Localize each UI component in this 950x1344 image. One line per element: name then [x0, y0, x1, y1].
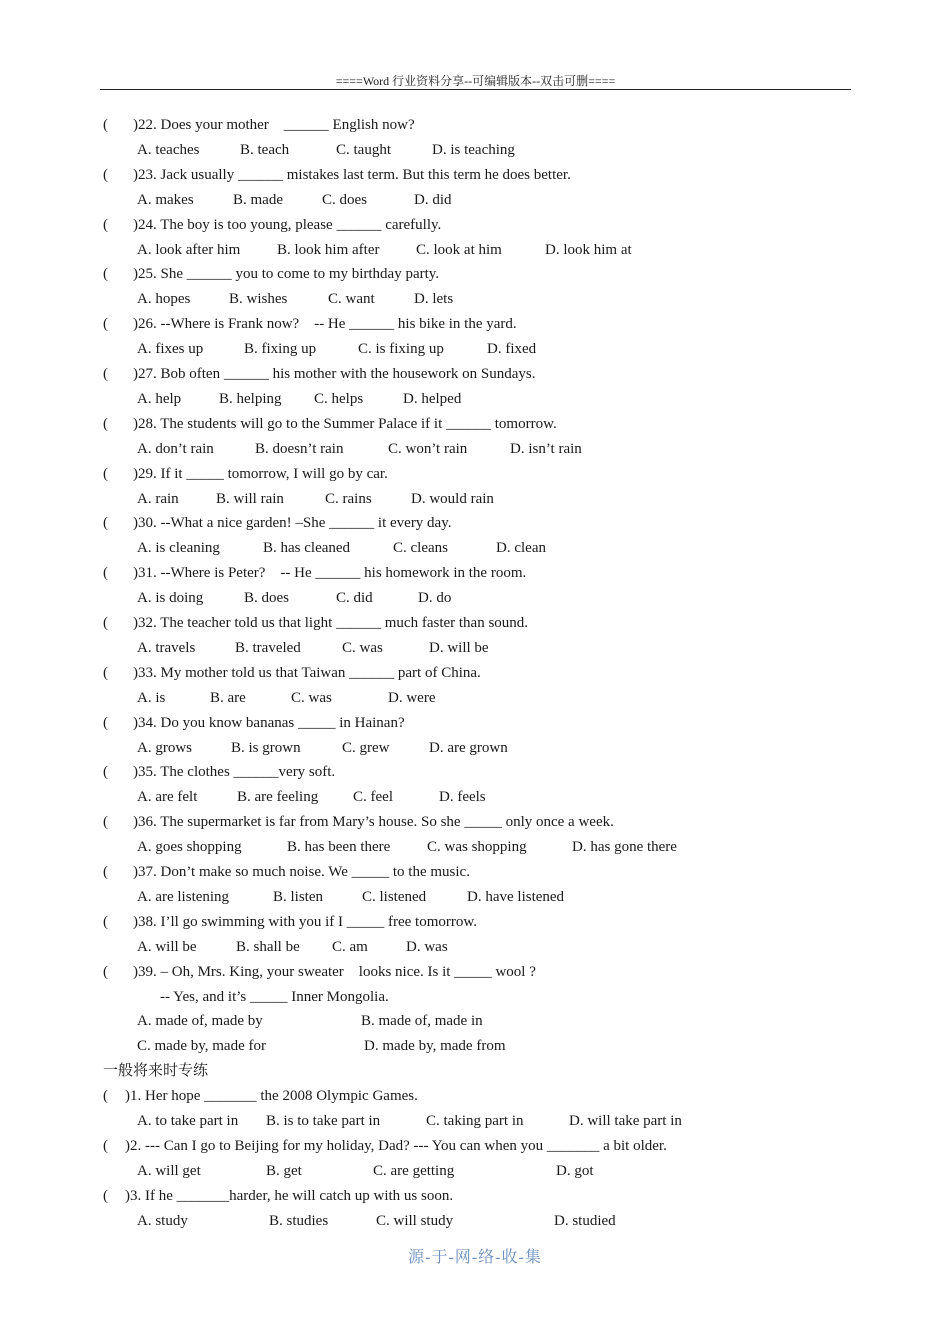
answer-option: C. will study [376, 1212, 454, 1229]
answer-option: D. fixed [487, 341, 537, 358]
answer-option: A. is [137, 689, 166, 706]
answer-option: C. was [291, 689, 332, 706]
answer-option: D. clean [496, 540, 546, 557]
answer-option: C. feel [353, 789, 393, 806]
question-paren: ( [103, 565, 108, 582]
question-stem: )24. The boy is too young, please ______ carefully. [133, 216, 442, 233]
answer-option: A. don’t rain [137, 440, 214, 457]
answer-option: B. shall be [236, 938, 300, 955]
answer-option: C. am [332, 938, 368, 955]
answer-option: D. feels [439, 789, 486, 806]
answer-option: B. does [244, 590, 289, 607]
answer-option: C. does [322, 191, 367, 208]
answer-option: D. would rain [411, 490, 494, 507]
question-paren: ( [103, 764, 108, 781]
question-paren: ( [103, 166, 108, 183]
question-stem: )31. --Where is Peter? -- He ______ his homework in the room. [133, 565, 527, 582]
answer-option: A. grows [137, 739, 192, 756]
answer-option: D. look him at [545, 241, 632, 258]
answer-option: A. is cleaning [137, 540, 220, 557]
answer-option: D. studied [554, 1212, 616, 1229]
question-stem: )29. If it _____ tomorrow, I will go by car. [133, 465, 388, 482]
answer-option: D. has gone there [572, 839, 677, 856]
answer-option: B. studies [269, 1212, 329, 1229]
question-paren: ( [103, 366, 108, 382]
answer-option: C. taking part in [426, 1113, 524, 1129]
answer-option: B. made [233, 191, 283, 208]
question-reply: -- Yes, and it’s _____ Inner Mongolia. [160, 988, 389, 1005]
question-stem: )23. Jack usually ______ mistakes last term. But this term he does better. [133, 166, 571, 183]
question-stem: )34. Do you know bananas _____ in Hainan? [133, 714, 405, 731]
question-paren: ( [103, 117, 108, 133]
answer-option: B. will rain [216, 490, 284, 507]
question-paren: ( [103, 963, 108, 980]
question-stem: )27. Bob often ______ his mother with the housework on Sundays. [133, 366, 536, 382]
answer-option: B. get [266, 1162, 302, 1179]
page-footer: 源-于-网-络-收-集 [408, 1249, 542, 1266]
question-paren: ( [103, 316, 108, 333]
answer-option: D. helped [403, 390, 462, 407]
section-title: 一般将来时专练 [103, 1063, 209, 1080]
answer-option: A. study [137, 1212, 188, 1229]
question-stem: )38. I’ll go swimming with you if I _____ free tomorrow. [133, 913, 477, 930]
answer-option: A. to take part in [137, 1113, 239, 1129]
question-paren: ( [103, 913, 108, 930]
answer-option: C. is fixing up [358, 341, 444, 358]
answer-option: D. will be [429, 639, 489, 656]
answer-option: A. fixes up [137, 341, 204, 358]
answer-option: C. cleans [393, 540, 448, 557]
answer-option: A. help [137, 390, 182, 407]
answer-option: A. look after him [137, 241, 241, 258]
question-paren: ( [103, 465, 108, 482]
answer-option: B. fixing up [244, 341, 317, 358]
answer-option: C. helps [314, 390, 364, 407]
question-stem: )30. --What a nice garden! –She ______ it every day. [133, 515, 452, 532]
question-paren: ( [103, 864, 108, 880]
question-paren: ( [103, 515, 108, 532]
answer-option: A. made of, made by [137, 1013, 263, 1030]
answer-option: D. have listened [467, 888, 565, 905]
answer-option: C. want [328, 291, 375, 308]
answer-option: C. listened [362, 888, 427, 905]
answer-option: C. won’t rain [388, 440, 468, 457]
question-stem: )22. Does your mother ______ English now? [133, 117, 415, 133]
answer-option: B. has been there [287, 839, 391, 856]
answer-option: A. hopes [137, 291, 191, 308]
answer-option: D. are grown [429, 739, 508, 756]
answer-option: B. traveled [235, 639, 301, 656]
question-paren: ( [103, 1137, 108, 1154]
answer-option: C. was shopping [427, 839, 527, 856]
answer-option: D. lets [414, 291, 454, 308]
answer-option: D. is teaching [432, 141, 515, 158]
question-paren: ( [103, 1088, 108, 1105]
answer-option: A. will be [137, 938, 197, 955]
question-stem: )3. If he _______harder, he will catch up with us soon. [125, 1187, 454, 1204]
header-rule [100, 89, 851, 90]
answer-option: C. rains [325, 490, 372, 507]
answer-option: A. are felt [137, 789, 198, 806]
question-paren: ( [103, 714, 108, 731]
question-stem: )39. – Oh, Mrs. King, your sweater looks nice. Is it _____ wool ? [133, 963, 536, 980]
question-stem: )1. Her hope _______ the 2008 Olympic Games. [125, 1088, 418, 1105]
answer-option: B. wishes [229, 291, 288, 308]
answer-option: C. are getting [373, 1162, 455, 1179]
question-paren: ( [103, 814, 108, 831]
question-stem: )36. The supermarket is far from Mary’s house. So she _____ only once a week. [133, 814, 614, 831]
answer-option: A. is doing [137, 590, 204, 607]
answer-option: B. doesn’t rain [255, 440, 344, 457]
answer-option: C. was [342, 639, 383, 656]
answer-option: D. do [418, 590, 452, 607]
question-paren: ( [103, 1187, 108, 1204]
page-header: ====Word 行业资料分享--可编辑版本--双击可删==== [335, 74, 616, 88]
answer-option: A. teaches [137, 141, 200, 158]
question-paren: ( [103, 664, 108, 681]
question-stem: )35. The clothes ______very soft. [133, 764, 336, 781]
answer-option: B. are [210, 689, 246, 706]
question-stem: )2. --- Can I go to Beijing for my holiday, Dad? --- You can when you _______ a bit older. [125, 1137, 667, 1154]
question-paren: ( [103, 216, 108, 233]
answer-option: C. taught [336, 141, 391, 158]
answer-option: D. got [556, 1162, 594, 1179]
question-paren: ( [103, 615, 108, 631]
question-stem: )33. My mother told us that Taiwan ______ part of China. [133, 664, 481, 681]
answer-option: B. is to take part in [266, 1113, 381, 1129]
answer-option: C. made by, made for [137, 1038, 266, 1055]
answer-option: D. made by, made from [364, 1038, 506, 1055]
answer-option: A. makes [137, 191, 194, 208]
answer-option: B. teach [240, 141, 290, 158]
question-paren: ( [103, 266, 108, 283]
answer-option: B. listen [273, 888, 324, 905]
question-stem: )28. The students will go to the Summer Palace if it ______ tomorrow. [133, 415, 557, 432]
answer-option: D. isn’t rain [510, 440, 582, 457]
question-paren: ( [103, 415, 108, 432]
answer-option: D. will take part in [569, 1113, 682, 1129]
answer-option: A. rain [137, 490, 179, 507]
answer-option: B. is grown [231, 739, 301, 756]
question-stem: )37. Don’t make so much noise. We _____ to the music. [133, 864, 470, 880]
answer-option: A. travels [137, 639, 196, 656]
answer-option: D. were [388, 689, 436, 706]
answer-option: C. did [336, 590, 373, 607]
answer-option: C. grew [342, 739, 390, 756]
answer-option: B. has cleaned [263, 540, 351, 557]
answer-option: D. did [414, 191, 452, 208]
answer-option: A. are listening [137, 888, 230, 905]
answer-option: C. look at him [416, 241, 502, 258]
question-stem: )26. --Where is Frank now? -- He ______ his bike in the yard. [133, 316, 517, 333]
answer-option: B. made of, made in [361, 1013, 483, 1030]
question-stem: )25. She ______ you to come to my birthday party. [133, 266, 440, 283]
answer-option: B. are feeling [237, 789, 319, 806]
answer-option: A. goes shopping [137, 839, 242, 856]
answer-option: A. will get [137, 1162, 201, 1179]
answer-option: B. helping [219, 390, 282, 407]
question-stem: )32. The teacher told us that light ______ much faster than sound. [133, 615, 529, 631]
answer-option: D. was [406, 938, 448, 955]
answer-option: B. look him after [277, 241, 380, 258]
